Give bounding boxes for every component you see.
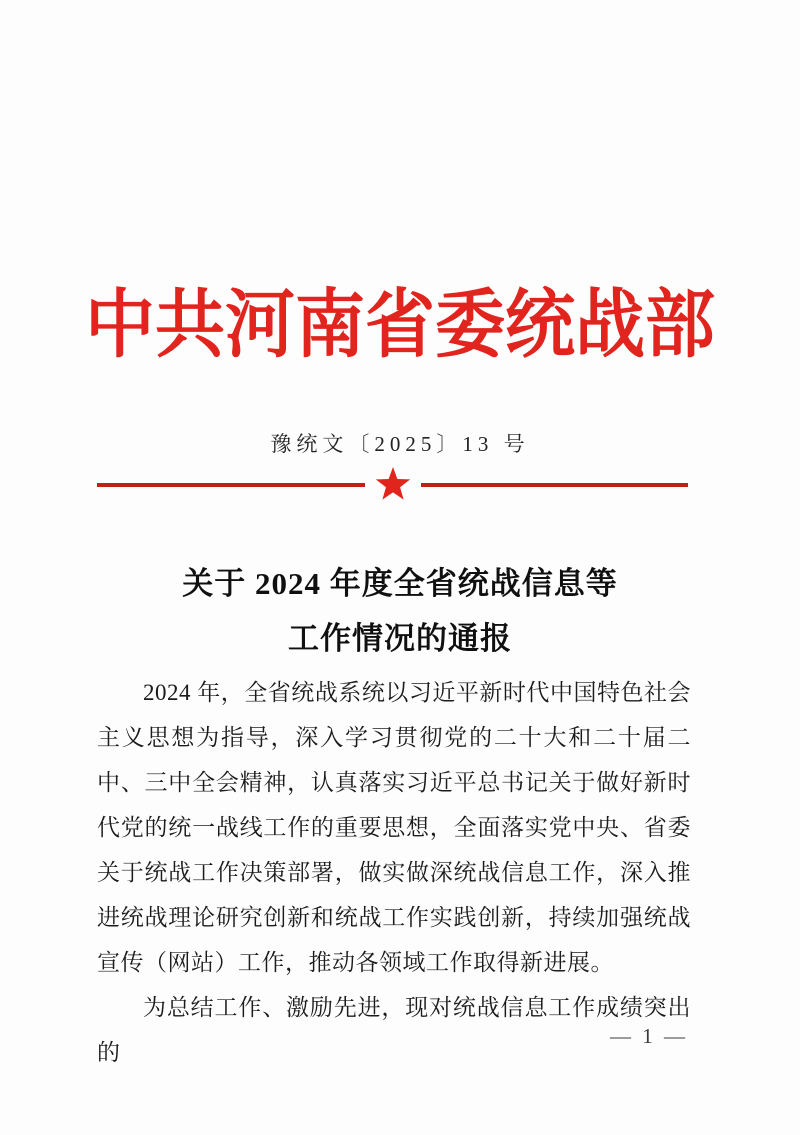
red-rule-right <box>421 483 689 487</box>
document-title <box>0 556 800 666</box>
red-rule-left <box>97 483 365 487</box>
red-header-rule <box>97 465 688 505</box>
document-body <box>97 670 691 1075</box>
document-title-line2: 工作情况的通报 <box>288 621 512 656</box>
document-title-line1: 关于 2024 年度全省统战信息等 <box>182 566 618 601</box>
body-paragraph: 2024 年，全省统战系统以习近平新时代中国特色社会主义思想为指导，深入学习贯彻党的二十大和二十届二中、三中全会精神，认真落实习近平总书记关于做好新时代党的统一战线工作的重要思想，全面落实党中央、省委关于统战工作决策部署，做实做深统战信息工作，深入推进统战理论研究创新和统战工作实践创新，持续加强统战宣传（网站）工作，推动各领域工作取得新进展。 <box>97 680 691 975</box>
agency-letterhead-title: 中共河南省委统战部 <box>85 285 715 368</box>
page-number: — 1 — <box>610 1024 688 1048</box>
document-reference-number: 豫统文〔2025〕13 号 <box>270 432 530 456</box>
red-star-icon <box>374 466 412 504</box>
body-paragraph: 为总结工作、激励先进，现对统战信息工作成绩突出的 <box>97 995 691 1065</box>
